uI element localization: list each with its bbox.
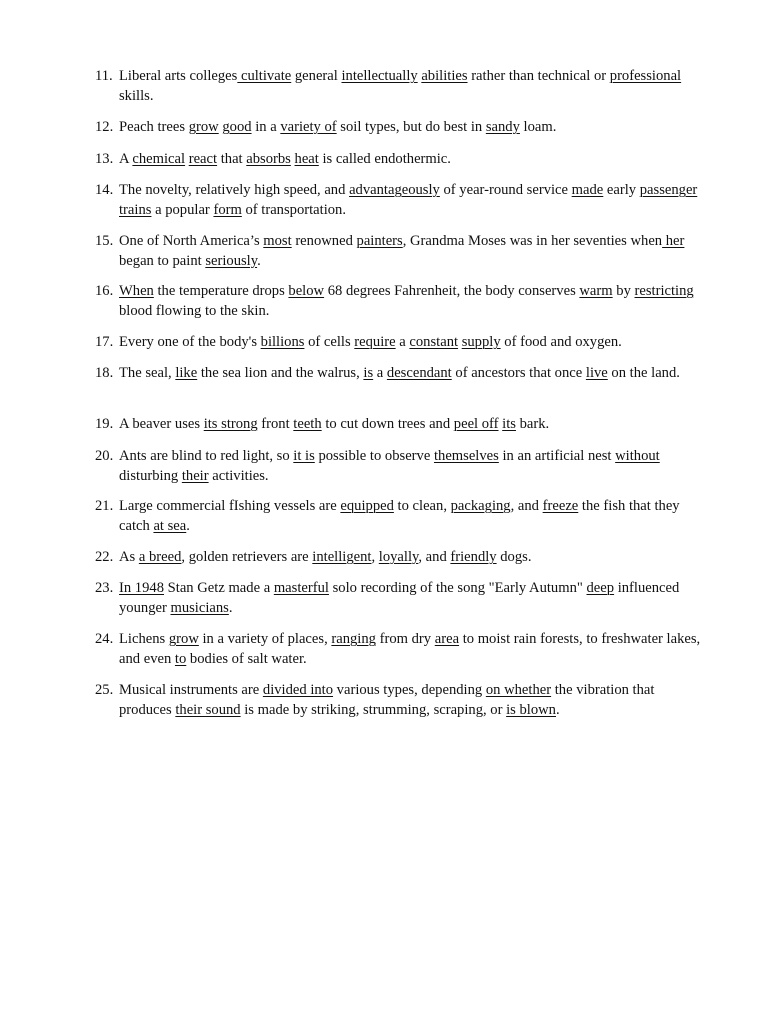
question-text <box>119 548 705 568</box>
sentence-text: general <box>291 68 342 84</box>
question-number: 19. <box>95 416 114 432</box>
sentence-text: that <box>217 151 247 167</box>
question-text <box>119 282 705 321</box>
underlined-option: themselves <box>433 448 499 464</box>
sentence-text: possible to observe <box>314 448 434 464</box>
underlined-option: at sea <box>153 517 187 534</box>
underlined-option: it is <box>293 448 315 464</box>
sentence-text: The seal, <box>119 365 176 381</box>
sentence-text: rather than technical or <box>467 68 610 84</box>
underlined-option: made <box>571 182 604 198</box>
underlined-option: on whether <box>485 682 552 698</box>
question-text <box>119 333 705 353</box>
underlined-option: masterful <box>273 580 329 596</box>
question-number: 17. <box>95 334 114 350</box>
question-item <box>95 118 705 138</box>
sentence-text: in a <box>251 119 281 135</box>
sentence-text: blood flowing to the skin. <box>119 302 270 319</box>
sentence-text: on the land. <box>607 365 680 381</box>
question-number: 20. <box>95 448 114 464</box>
sentence-text: One of North America’s <box>119 233 264 249</box>
sentence-text: . <box>186 517 190 534</box>
underlined-option: cultivate <box>237 68 292 84</box>
sentence-text: the sea lion and the walrus, <box>197 365 364 381</box>
underlined-option: a breed <box>138 549 182 565</box>
sentence-text: to cut down trees and <box>321 416 454 432</box>
sentence-text: Lichens <box>119 631 169 647</box>
sentence-text: Musical instruments are <box>119 682 263 698</box>
sentence-text: , golden retrievers are <box>181 549 313 565</box>
sentence-text: of ancestors that once <box>451 365 586 381</box>
underlined-option: heat <box>294 151 319 167</box>
underlined-option: without <box>615 448 660 464</box>
underlined-option: deep <box>586 580 615 596</box>
sentence-text: various types, depending <box>333 682 486 698</box>
sentence-text: bark. <box>515 416 550 432</box>
underlined-option: its strong <box>203 416 258 432</box>
underlined-option: below <box>288 283 325 299</box>
question-number: 25. <box>95 682 114 698</box>
question-item <box>95 333 705 353</box>
question-text <box>119 579 705 618</box>
sentence-text: influenced younger <box>119 580 680 616</box>
sentence-text: in an artificial nest <box>498 448 616 464</box>
underlined-option: most <box>263 233 292 249</box>
question-number: 13. <box>95 151 114 167</box>
sentence-text: of year-round service <box>439 182 572 198</box>
underlined-option: absorbs <box>246 151 291 167</box>
sentence-text: A <box>119 151 133 167</box>
underlined-option: grow <box>168 631 199 647</box>
sentence-text: early <box>603 182 640 198</box>
underlined-option: intellectually <box>341 68 418 84</box>
sentence-text: , and <box>510 498 543 514</box>
underlined-option: seriously <box>205 252 258 269</box>
underlined-option: freeze <box>542 498 579 514</box>
question-text <box>119 497 705 536</box>
sentence-text: , and <box>418 549 451 565</box>
sentence-text: in a variety of places, <box>198 631 332 647</box>
underlined-option: react <box>188 151 218 167</box>
question-item <box>95 67 705 106</box>
sentence-text: Peach trees <box>119 119 189 135</box>
question-number: 12. <box>95 119 114 135</box>
sentence-text: renowned <box>291 233 357 249</box>
sentence-text: by <box>612 283 635 299</box>
question-number: 22. <box>95 549 114 565</box>
sentence-text: As <box>119 549 139 565</box>
underlined-option: sandy <box>485 119 520 135</box>
question-text <box>119 232 705 271</box>
question-number: 11. <box>95 68 113 84</box>
underlined-option: passenger trains <box>119 182 698 218</box>
question-item <box>95 447 705 486</box>
sentence-text: solo recording of the song "Early Autumn" <box>328 580 587 596</box>
underlined-option: good <box>222 119 252 135</box>
underlined-option: constant <box>409 334 459 350</box>
underlined-option: variety of <box>280 119 337 135</box>
question-number: 16. <box>95 283 114 299</box>
sentence-text: a <box>395 334 410 350</box>
sentence-text: to clean, <box>393 498 451 514</box>
sentence-text: to moist rain forests, to freshwater lakes, and even <box>119 631 701 667</box>
sentence-text: Every one of the body's <box>119 334 261 350</box>
underlined-option: to <box>174 650 187 667</box>
question-text <box>119 447 705 486</box>
sentence-text: the vibration that produces <box>119 682 655 718</box>
question-number: 21. <box>95 498 114 514</box>
sentence-text: of food and oxygen. <box>500 334 622 350</box>
underlined-option: divided into <box>262 682 334 698</box>
question-item <box>95 497 705 536</box>
underlined-option: equipped <box>340 498 394 514</box>
question-text <box>119 181 705 220</box>
sentence-text: The novelty, relatively high speed, and <box>119 182 350 198</box>
sentence-text: activities. <box>208 467 269 484</box>
question-number: 15. <box>95 233 114 249</box>
question-item <box>95 364 705 384</box>
sentence-text: is made by striking, strumming, scraping, or <box>240 701 507 718</box>
underlined-option: ranging <box>331 631 376 647</box>
underlined-option: restricting <box>634 283 694 299</box>
underlined-option: chemical <box>132 151 186 167</box>
sentence-text: from dry <box>375 631 435 647</box>
sentence-text: is called endothermic. <box>318 151 451 167</box>
underlined-option: warm <box>579 283 613 299</box>
question-item <box>95 548 705 568</box>
underlined-option: professional <box>609 68 682 84</box>
underlined-option: friendly <box>450 549 497 565</box>
question-item <box>95 232 705 271</box>
question-text <box>119 415 705 435</box>
sentence-text: . <box>228 599 233 616</box>
sentence-text: skills. <box>119 87 154 104</box>
sentence-text: A beaver uses <box>119 416 204 432</box>
underlined-option: painters <box>356 233 403 249</box>
sentence-text: of cells <box>304 334 355 350</box>
underlined-option: like <box>175 365 198 381</box>
question-item <box>95 282 705 321</box>
underlined-option: abilities <box>421 68 468 84</box>
underlined-option: billions <box>260 334 305 350</box>
sentence-text: . <box>257 252 261 269</box>
sentence-text: Ants are blind to red light, so <box>119 448 294 464</box>
sentence-text: a <box>373 365 387 381</box>
sentence-text: bodies of salt water. <box>186 650 307 667</box>
question-item <box>95 150 705 170</box>
question-item <box>95 181 705 220</box>
question-text <box>119 150 705 170</box>
underlined-option: musicians <box>170 599 229 616</box>
underlined-option: advantageously <box>349 182 440 198</box>
sentence-text: loam. <box>519 119 557 135</box>
question-number: 18. <box>95 365 114 381</box>
question-number: 14. <box>95 182 114 198</box>
underlined-option: is blown <box>506 701 556 718</box>
underlined-option: In 1948 <box>119 580 164 596</box>
sentence-text: front <box>257 416 294 432</box>
underlined-option: intelligent <box>312 549 372 565</box>
question-text <box>119 118 705 138</box>
underlined-option: live <box>585 365 608 381</box>
sentence-text: the fish that they catch <box>119 498 680 534</box>
sentence-text: of transportation. <box>241 201 346 218</box>
underlined-option: grow <box>188 119 219 135</box>
underlined-option: peel off <box>453 416 499 432</box>
sentence-text: , <box>371 549 379 565</box>
question-item <box>95 630 705 669</box>
underlined-option: area <box>434 631 460 647</box>
question-number: 24. <box>95 631 114 647</box>
question-item <box>95 415 705 435</box>
underlined-option: is <box>363 365 374 381</box>
sentence-text: , Grandma Moses was in her seventies when <box>402 233 663 249</box>
question-item <box>95 579 705 618</box>
underlined-option: supply <box>461 334 501 350</box>
underlined-option: her <box>662 233 685 249</box>
question-item <box>95 681 705 720</box>
underlined-option: require <box>354 334 396 350</box>
sentence-text: Large commercial fIshing vessels are <box>119 498 341 514</box>
question-text <box>119 364 705 384</box>
question-text <box>119 67 705 106</box>
sentence-text: . <box>555 701 560 718</box>
sentence-text: Stan Getz made a <box>164 580 274 596</box>
underlined-option: its <box>502 416 516 432</box>
sentence-text: Liberal arts colleges <box>119 68 238 84</box>
sentence-text: dogs. <box>496 549 532 565</box>
sentence-text: the temperature drops <box>153 283 289 299</box>
sentence-text: began to paint <box>119 252 206 269</box>
underlined-option: descendant <box>386 365 452 381</box>
underlined-option: teeth <box>293 416 322 432</box>
question-text <box>119 630 705 669</box>
sentence-text: a popular <box>151 201 214 218</box>
underlined-option: form <box>213 201 242 218</box>
question-number: 23. <box>95 580 114 596</box>
sentence-text: 68 degrees Fahrenheit, the body conserves <box>324 283 580 299</box>
sentence-text: disturbing <box>119 467 182 484</box>
underlined-option: loyally <box>378 549 419 565</box>
underlined-option: their <box>181 467 209 484</box>
sentence-text: soil types, but do best in <box>336 119 486 135</box>
question-text <box>119 681 705 720</box>
underlined-option: packaging <box>450 498 511 514</box>
underlined-option: When <box>119 283 154 299</box>
underlined-option: their sound <box>175 701 241 718</box>
